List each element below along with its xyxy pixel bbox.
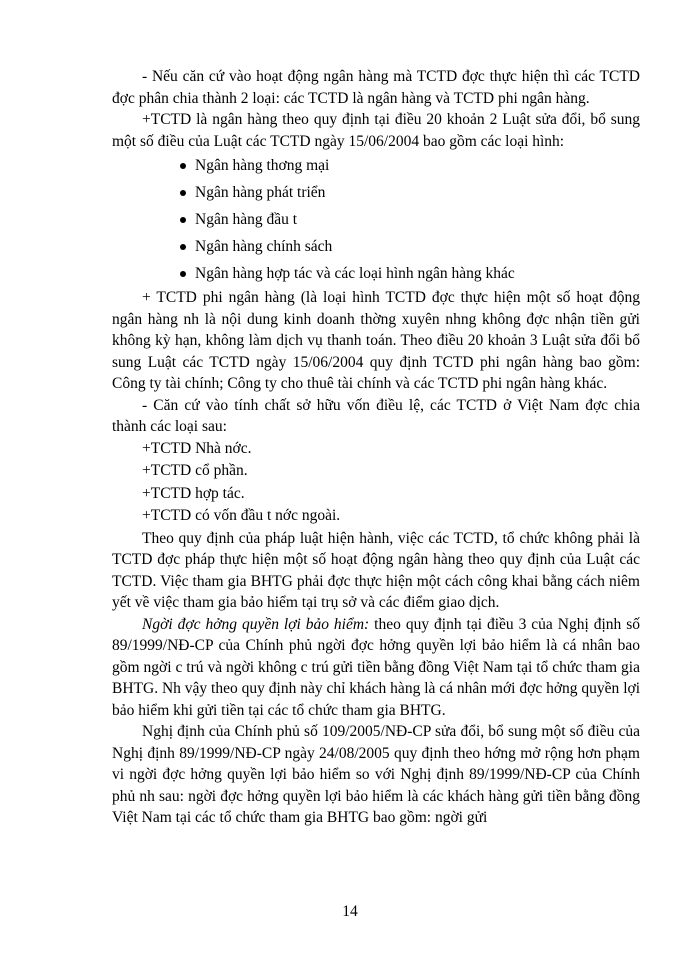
- ownership-type-list: [112, 438, 640, 528]
- page-body: [112, 66, 640, 829]
- list-item: Ngân hàng phát triển: [180, 179, 640, 206]
- paragraph-decree-109: Nghị định của Chính phủ số 109/2005/NĐ-CP sửa đổi, bổ sung một số điều của Nghị định 89/1999/NĐ-CP ngày 24/08/2005 quy định theo hớng mở rộng hơn phạm vi ngời đợc hởng quyền lợi bảo hiểm so với Nghị định 89/1999/NĐ-CP của Chính phủ nh sau: ngời đợc hởng quyền lợi bảo hiểm là các khách hàng gửi tiền bằng đồng Việt Nam tại các tổ chức tham gia BHTG bao gồm: ngời gửi: [112, 723, 640, 826]
- insured-persons-heading: Ngời đợc hởng quyền lợi bảo hiểm:: [142, 615, 370, 633]
- paragraph-classification-by-ownership: - Căn cứ vào tính chất sở hữu vốn điều lệ, các TCTD ở Việt Nam đợc chia thành các loại sau:: [112, 396, 640, 435]
- list-item: Ngân hàng chính sách: [180, 233, 640, 260]
- paragraph-legal-regulation: Theo quy định của pháp luật hiện hành, việc các TCTD, tổ chức không phải là TCTD đợc pháp thực hiện một số hoạt động ngân hàng theo quy định của Luật các TCTD. Việc tham gia BHTG phải đợc thực hiện một cách công khai bằng cách niêm yết về việc tham gia bảo hiểm tại trụ sở và các điểm giao dịch.: [112, 529, 640, 611]
- list-item: Ngân hàng hợp tác và các loại hình ngân hàng khác: [180, 260, 640, 287]
- paragraph-bank-tctd: +TCTD là ngân hàng theo quy định tại điều 20 khoản 2 Luật sửa đổi, bổ sung một số điều của Luật các TCTD ngày 15/06/2004 bao gồm các loại hình:: [112, 111, 640, 150]
- list-item: +TCTD có vốn đầu t nớc ngoài.: [142, 507, 341, 524]
- list-item: Ngân hàng thơng mại: [180, 152, 640, 179]
- paragraph-non-bank-tctd: + TCTD phi ngân hàng (là loại hình TCTD đợc thực hiện một số hoạt động ngân hàng nh là nội dung kinh doanh thờng xuyên nhng không đợc nhận tiền gửi không kỳ hạn, không làm dịch vụ thanh toán. Theo điều 20 khoản 3 Luật sửa đổi bổ sung Luật các TCTD ngày 15/06/2004 quy định TCTD phi ngân hàng bao gồm: Công ty tài chính; Công ty cho thuê tài chính và các TCTD phi ngân hàng khác.: [112, 289, 640, 392]
- paragraph-insured-persons: [112, 614, 640, 722]
- insured-persons-text: theo quy định tại điều 3 của Nghị định số 89/1999/NĐ-CP của Chính phủ ngời đợc hởng quyền lợi bảo hiểm là cá nhân bao gồm ngời c trú và ngời không c trú gửi tiền bằng đồng Việt Nam tại tổ chức tham gia BHTG. Nh vậy theo quy định này chỉ khách hàng là cá nhân mới đợc hởng quyền lợi bảo hiểm khi gửi tiền tại các tổ chức tham gia BHTG.: [112, 615, 640, 719]
- list-item: Ngân hàng đầu t: [180, 206, 640, 233]
- list-item: +TCTD hợp tác.: [142, 484, 245, 502]
- list-item: +TCTD cổ phần.: [142, 462, 248, 479]
- list-item: +TCTD Nhà nớc.: [142, 439, 252, 457]
- page-number: 14: [342, 903, 358, 920]
- paragraph-classification-by-activity: - Nếu căn cứ vào hoạt động ngân hàng mà TCTD đợc thực hiện thì các TCTD đợc phân chia thành 2 loại: các TCTD là ngân hàng và TCTD phi ngân hàng.: [112, 68, 640, 107]
- bank-type-list: [112, 152, 640, 287]
